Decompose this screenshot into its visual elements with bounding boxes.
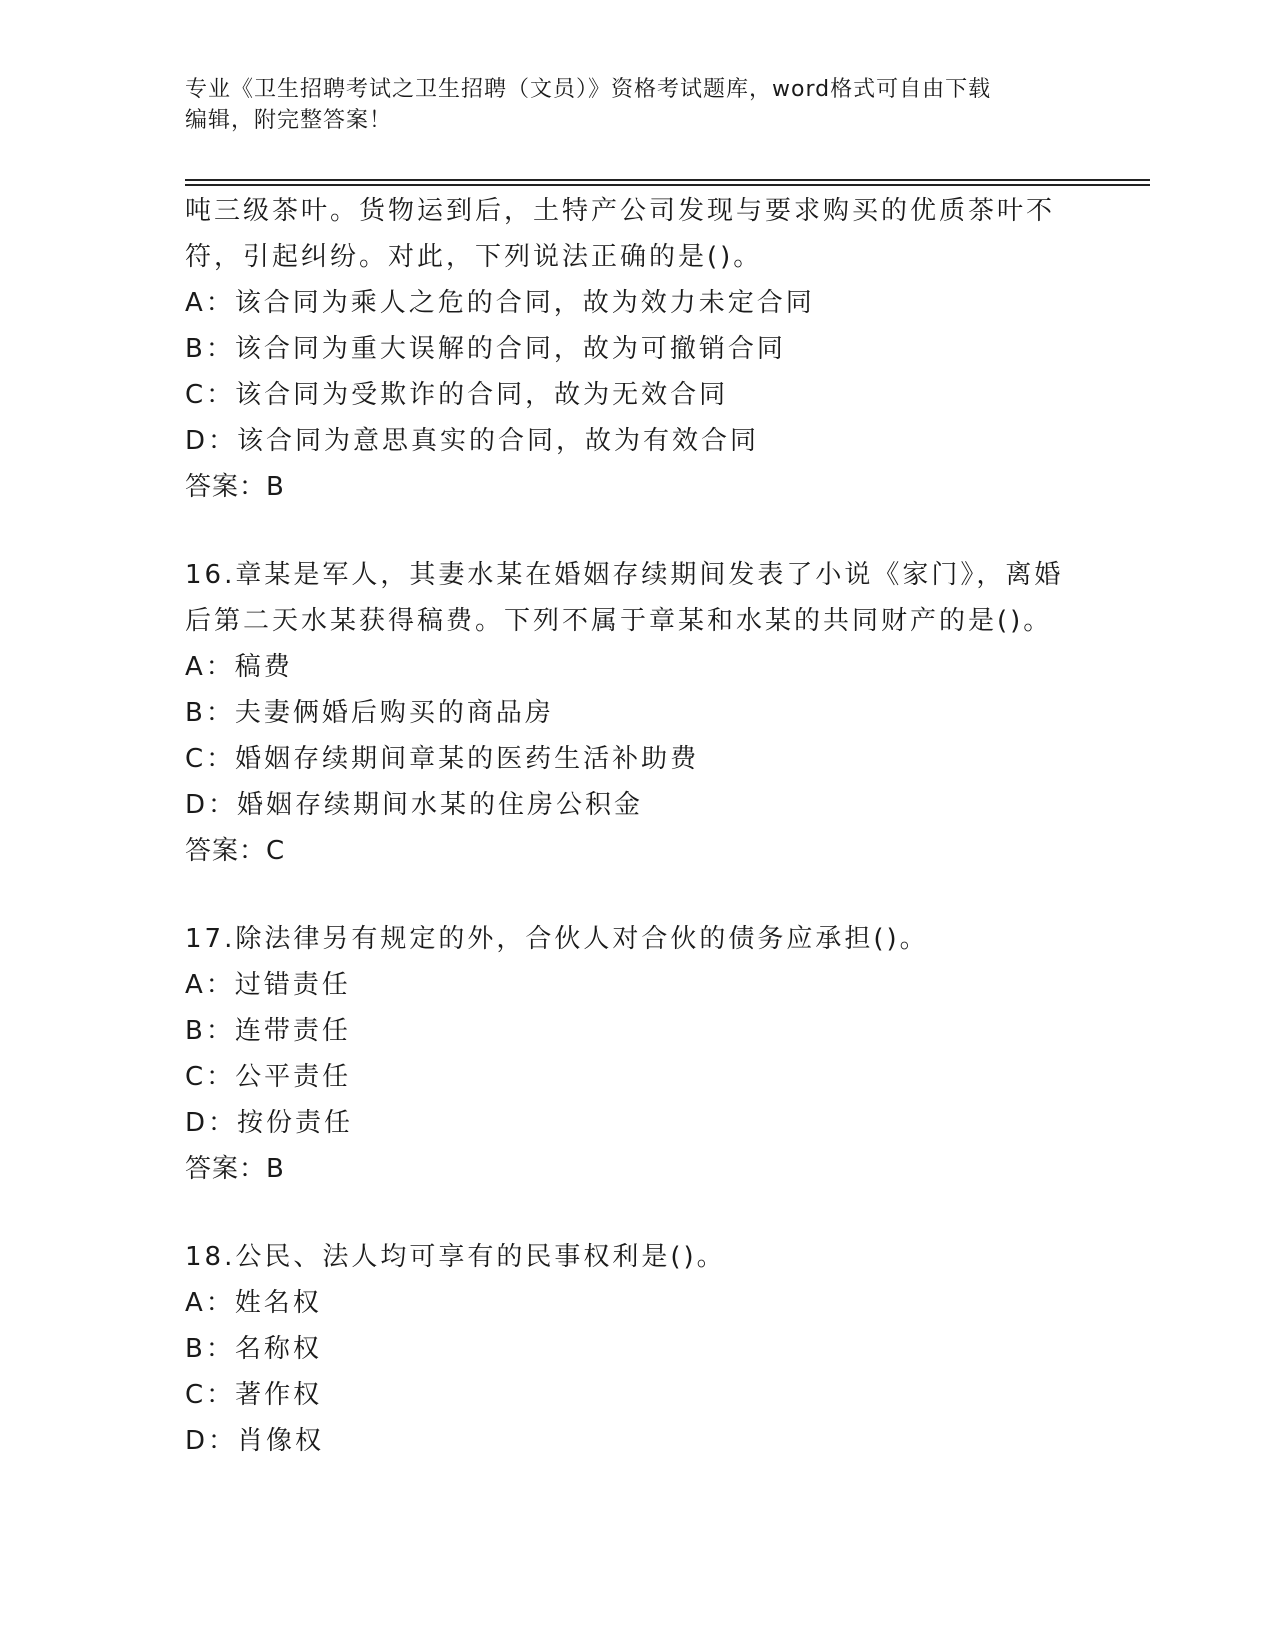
header-rule-top (185, 179, 1150, 181)
option-b: B：名称权 (185, 1334, 322, 1364)
question-stem: 吨三级茶叶。货物运到后，土特产公司发现与要求购买的优质茶叶不 (185, 196, 1056, 226)
question-stem: 后第二天水某获得稿费。下列不属于章某和水某的共同财产的是()。 (185, 606, 1053, 636)
question-stem: 17.除法律另有规定的外，合伙人对合伙的债务应承担()。 (185, 924, 929, 954)
header-line-1: 专业《卫生招聘考试之卫生招聘（文员）》资格考试题库，word格式可自由下载 (185, 77, 992, 102)
option-c: C：婚姻存续期间章某的医药生活补助费 (185, 744, 700, 774)
option-c: C：公平责任 (185, 1062, 352, 1092)
question-16 (185, 552, 1085, 874)
header-rule-bottom (185, 184, 1150, 186)
question-17 (185, 916, 1085, 1192)
option-d: D：按份责任 (185, 1108, 354, 1138)
page-header (185, 74, 1085, 136)
question-15 (185, 188, 1085, 510)
spacer (185, 510, 1085, 552)
option-d: D：该合同为意思真实的合同，故为有效合同 (185, 426, 760, 456)
option-a: A：过错责任 (185, 970, 351, 1000)
answer: 答案：B (185, 472, 285, 502)
question-stem: 16.章某是军人，其妻水某在婚姻存续期间发表了小说《家门》，离婚 (185, 560, 1064, 590)
option-a: A：该合同为乘人之危的合同，故为效力未定合同 (185, 288, 815, 318)
option-c: C：该合同为受欺诈的合同，故为无效合同 (185, 380, 729, 410)
spacer (185, 874, 1085, 916)
spacer (185, 1192, 1085, 1234)
question-stem: 18.公民、法人均可享有的民事权利是()。 (185, 1242, 726, 1272)
option-d: D：肖像权 (185, 1426, 325, 1456)
header-line-2: 编辑，附完整答案！ (185, 108, 393, 133)
option-c: C：著作权 (185, 1380, 323, 1410)
answer: 答案：B (185, 1154, 285, 1184)
question-list (185, 188, 1085, 1464)
question-18 (185, 1234, 1085, 1464)
option-b: B：该合同为重大误解的合同，故为可撤销合同 (185, 334, 786, 364)
option-b: B：连带责任 (185, 1016, 351, 1046)
option-a: A：姓名权 (185, 1288, 322, 1318)
question-stem: 符，引起纠纷。对此，下列说法正确的是()。 (185, 242, 763, 272)
option-d: D：婚姻存续期间水某的住房公积金 (185, 790, 644, 820)
answer: 答案：C (185, 836, 286, 866)
option-a: A：稿费 (185, 652, 293, 682)
option-b: B：夫妻俩婚后购买的商品房 (185, 698, 554, 728)
